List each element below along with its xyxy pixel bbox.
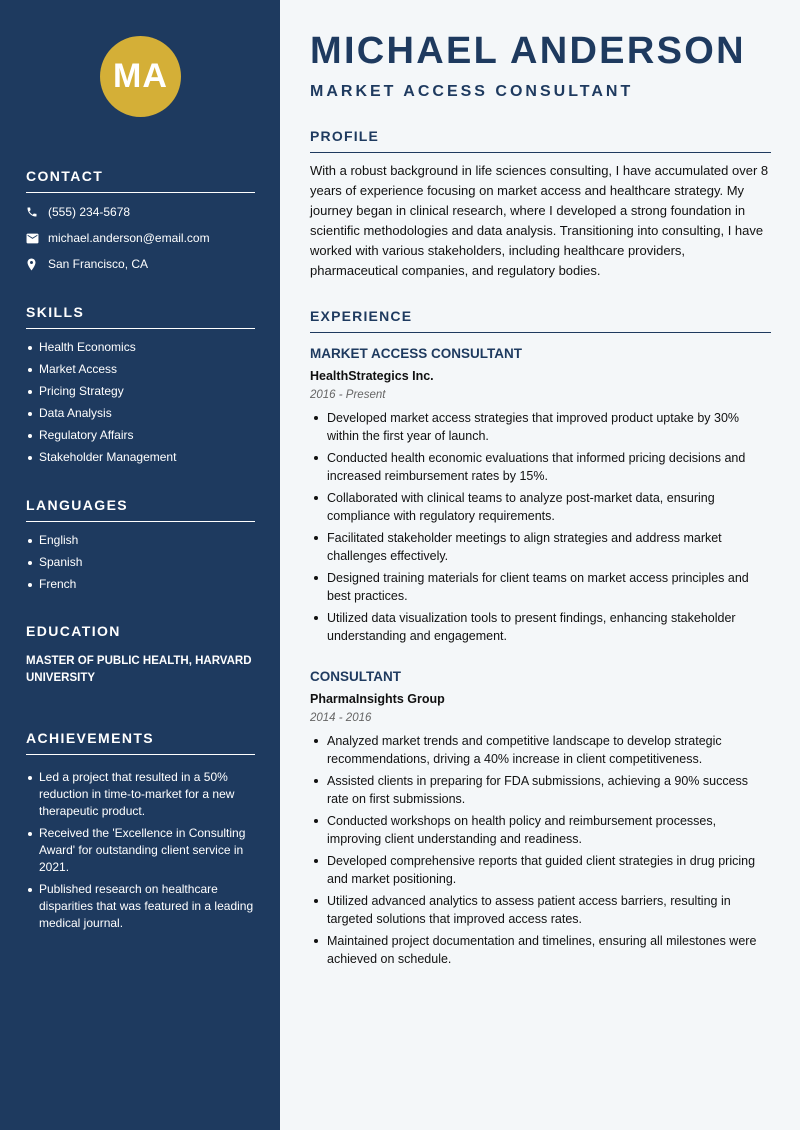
list-item: Conducted health economic evaluations that informed pricing decisions and increased reimbursement rates by 15%. <box>310 449 771 485</box>
candidate-title: MARKET ACCESS CONSULTANT <box>310 83 634 100</box>
list-item: Maintained project documentation and timelines, ensuring all milestones were achieved on schedule. <box>310 932 771 968</box>
list-item: Spanish <box>26 554 255 570</box>
list-item: Facilitated stakeholder meetings to align strategies and address market challenges effectively. <box>310 529 771 565</box>
job-bullets <box>310 409 771 645</box>
list-item: Assisted clients in preparing for FDA submissions, achieving a 90% success rate on first submissions. <box>310 772 771 808</box>
location-pin-icon <box>26 258 48 271</box>
education-heading: EDUCATION <box>26 623 121 639</box>
list-item: Collaborated with clinical teams to analyze post-market data, ensuring compliance with regulatory requirements. <box>310 489 771 525</box>
list-item: Conducted workshops on health policy and reimbursement processes, improving client understanding and readiness. <box>310 812 771 848</box>
email-text[interactable]: michael.anderson@email.com <box>48 231 210 245</box>
job-entry <box>310 346 771 649</box>
languages-section <box>26 497 255 598</box>
list-item: Data Analysis <box>26 405 255 421</box>
job-role: CONSULTANT <box>310 669 401 684</box>
job-dates: 2014 - 2016 <box>310 712 372 724</box>
list-item: Regulatory Affairs <box>26 427 255 443</box>
languages-heading: LANGUAGES <box>26 497 255 522</box>
list-item: Utilized advanced analytics to assess patient access barriers, resulting in targeted solutions that improved access rates. <box>310 892 771 928</box>
contact-location <box>26 251 255 277</box>
profile-section <box>310 128 771 281</box>
list-item: French <box>26 576 255 592</box>
list-item: Developed comprehensive reports that guided client strategies in drug pricing and market positioning. <box>310 852 771 888</box>
skills-heading: SKILLS <box>26 304 255 329</box>
phone-icon <box>26 206 48 218</box>
list-item: Published research on healthcare disparities that was featured in a leading medical journal. <box>26 881 255 932</box>
languages-list <box>26 532 255 592</box>
list-item: Designed training materials for client teams on market access principles and best practices. <box>310 569 771 605</box>
job-role: MARKET ACCESS CONSULTANT <box>310 346 522 361</box>
list-item: Led a project that resulted in a 50% reduction in time-to-market for a new therapeutic product. <box>26 769 255 820</box>
mail-icon <box>26 233 48 244</box>
list-item: English <box>26 532 255 548</box>
profile-heading: PROFILE <box>310 128 771 153</box>
list-item: Pricing Strategy <box>26 383 255 399</box>
list-item: Utilized data visualization tools to present findings, enhancing stakeholder understanding and engagement. <box>310 609 771 645</box>
profile-text: With a robust background in life sciences consulting, I have accumulated over 8 years of experience focusing on market access and healthcare strategy. My journey began in clinical research, where I developed a strong foundation in scientific methodologies and data analysis. Transitioning into consulting, I have worked with various stakeholders, including healthcare providers, pharmaceutical companies, and regulatory bodies. <box>310 163 769 278</box>
skills-section <box>26 304 255 471</box>
candidate-name: MICHAEL ANDERSON <box>310 30 746 72</box>
experience-section <box>310 308 771 333</box>
sidebar <box>0 0 280 1130</box>
job-company: PharmaInsights Group <box>310 692 445 706</box>
phone-text: (555) 234-5678 <box>48 205 131 219</box>
education-section <box>26 623 255 687</box>
list-item: Analyzed market trends and competitive landscape to develop strategic recommendations, driving a 40% increase in client competitiveness. <box>310 732 771 768</box>
education-degree: MASTER OF PUBLIC HEALTH, HARVARD UNIVERSITY <box>26 655 252 684</box>
achievements-list <box>26 769 255 932</box>
list-item: Stakeholder Management <box>26 449 255 465</box>
achievements-heading: ACHIEVEMENTS <box>26 730 255 755</box>
experience-heading: EXPERIENCE <box>310 308 771 333</box>
list-item: Health Economics <box>26 339 255 355</box>
list-item: Developed market access strategies that improved product uptake by 30% within the first year of launch. <box>310 409 771 445</box>
contact-phone <box>26 199 255 225</box>
job-entry <box>310 669 771 972</box>
achievements-section <box>26 730 255 937</box>
contact-section <box>26 168 255 277</box>
skills-list <box>26 339 255 465</box>
location-text: San Francisco, CA <box>48 257 149 271</box>
list-item: Market Access <box>26 361 255 377</box>
list-item: Received the 'Excellence in Consulting Award' for outstanding client service in 2021. <box>26 825 255 876</box>
avatar: MA <box>100 36 181 117</box>
contact-email <box>26 225 255 251</box>
job-company: HealthStrategics Inc. <box>310 369 434 383</box>
contact-heading: CONTACT <box>26 168 255 193</box>
job-dates: 2016 - Present <box>310 389 386 401</box>
job-bullets <box>310 732 771 968</box>
